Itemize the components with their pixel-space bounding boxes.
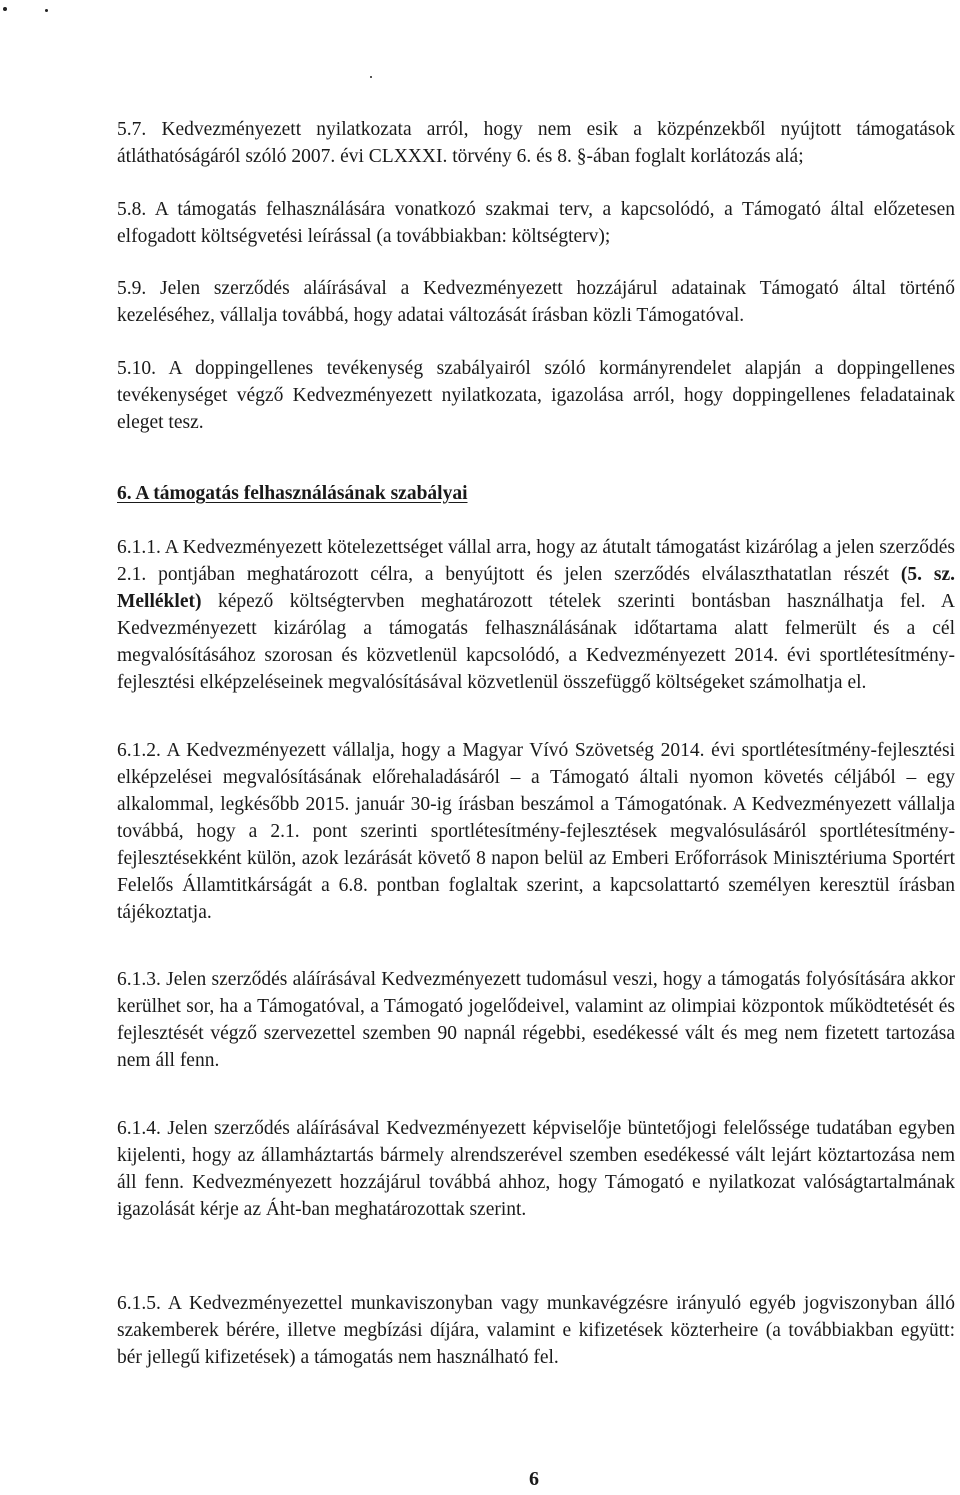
section-heading: 6. A támogatás felhasználásának szabályai	[117, 483, 468, 504]
paragraph-6-1-2: 6.1.2. A Kedvezményezett vállalja, hogy a Magyar Vívó Szövetség 2014. évi sportlétesítmény-fejlesztési elképzelései megvalósításának előrehaladásáról – a Támogató általi nyomon követés céljából – egy alkalommal, legkésőbb 2015. január 30-ig írásban beszámol a Támogatónak. A Kedvezményezett vállalja továbbá, hogy a 2.1. pont szerinti sportlétesítmény-fejlesztések megvalósulásáról sportlétesítmény-fejlesztésekként külön, azok lezárását követő 8 napon belül az Emberi Erőforrások Minisztériuma Sportért Felelős Államtitkárságát a 6.8. pontban foglaltak szerint, a kapcsolattartó személyen keresztül írásban tájékoztatja.	[117, 740, 955, 923]
annex-reference: (5. sz. Melléklet)	[117, 564, 955, 612]
scan-speck	[45, 9, 48, 12]
paragraph-5-10: 5.10. A doppingellenes tevékenység szabályairól szóló kormányrendelet alapján a doppingellenes tevékenységet végző Kedvezményezett nyilatkozata, igazolása arról, hogy doppingellenes feladatainak eleget tesz.	[117, 358, 955, 433]
paragraph-6-1-1-text-a: 6.1.1. A Kedvezményezett kötelezettséget vállal arra, hogy az átutalt támogatást kizárólag a jelen szerződés 2.1. pontjában meghatározott célra, a benyújtott és jelen szerződés elválaszthatatlan részét	[117, 537, 955, 585]
paragraph-5-9: 5.9. Jelen szerződés aláírásával a Kedvezményezett hozzájárul adatainak Támogató által történő kezeléséhez, vállalja továbbá, hogy adatai változását írásban közli Támogatóval.	[117, 278, 955, 326]
paragraph-6-1-5: 6.1.5. A Kedvezményezettel munkaviszonyban vagy munkavégzésre irányuló egyéb jogviszonyban álló szakemberek bérére, illetve megbízási díjára, valamint e kifizetések közterheire (a továbbiakban együtt: bér jellegű kifizetések) a támogatás nem használható fel.	[117, 1293, 955, 1368]
scan-speck	[3, 7, 7, 11]
paragraph-5-8: 5.8. A támogatás felhasználására vonatkozó szakmai terv, a kapcsolódó, a Támogató által előzetesen elfogadott költségvetési leírással (a továbbiakban: költségterv);	[117, 199, 955, 247]
page-number: 6	[529, 1468, 539, 1490]
paragraph-6-1-4: 6.1.4. Jelen szerződés aláírásával Kedvezményezett képviselője büntetőjogi felelőssége tudatában egyben kijelenti, hogy az államháztartás bármely alrendszerével szemben esedékessé vált lejárt köztartozása nem áll fenn. Kedvezményezett hozzájárul továbbá ahhoz, hogy Támogató e nyilatkozat valóságtartalmának igazolását kérje az Áht-ban meghatározottak szerint.	[117, 1118, 955, 1220]
paragraph-6-1-3: 6.1.3. Jelen szerződés aláírásával Kedvezményezett tudomásul veszi, hogy a támogatás folyósítására akkor kerülhet sor, ha a Támogatóval, a Támogató jogelődeivel, valamint az olimpiai központok működtetését és fejlesztését végző szervezettel szemben 90 napnál régebbi, esedékessé vált és meg nem fizetett tartozása nem áll fenn.	[117, 969, 955, 1071]
paragraph-6-1-1	[117, 534, 955, 696]
paragraph-5-7: 5.7. Kedvezményezett nyilatkozata arról, hogy nem esik a közpénzekből nyújtott támogatások átláthatóságáról szóló 2007. évi CLXXXI. törvény 6. és 8. §-ában foglalt korlátozás alá;	[117, 119, 955, 167]
scan-speck	[370, 76, 372, 78]
paragraph-6-1-1-text-b: képező költségtervben meghatározott tételek szerinti bontásban használhatja fel. A Kedvezményezett kizárólag a támogatás felhasználásának időtartama alatt felmerült és a cél megvalósításához szorosan és közvetlenül kapcsolódó, a Kedvezményezett 2014. évi sportlétesítmény-fejlesztési elképzeléseinek megvalósításával közvetlenül összefüggő költségeket számolhatja el.	[117, 591, 955, 693]
